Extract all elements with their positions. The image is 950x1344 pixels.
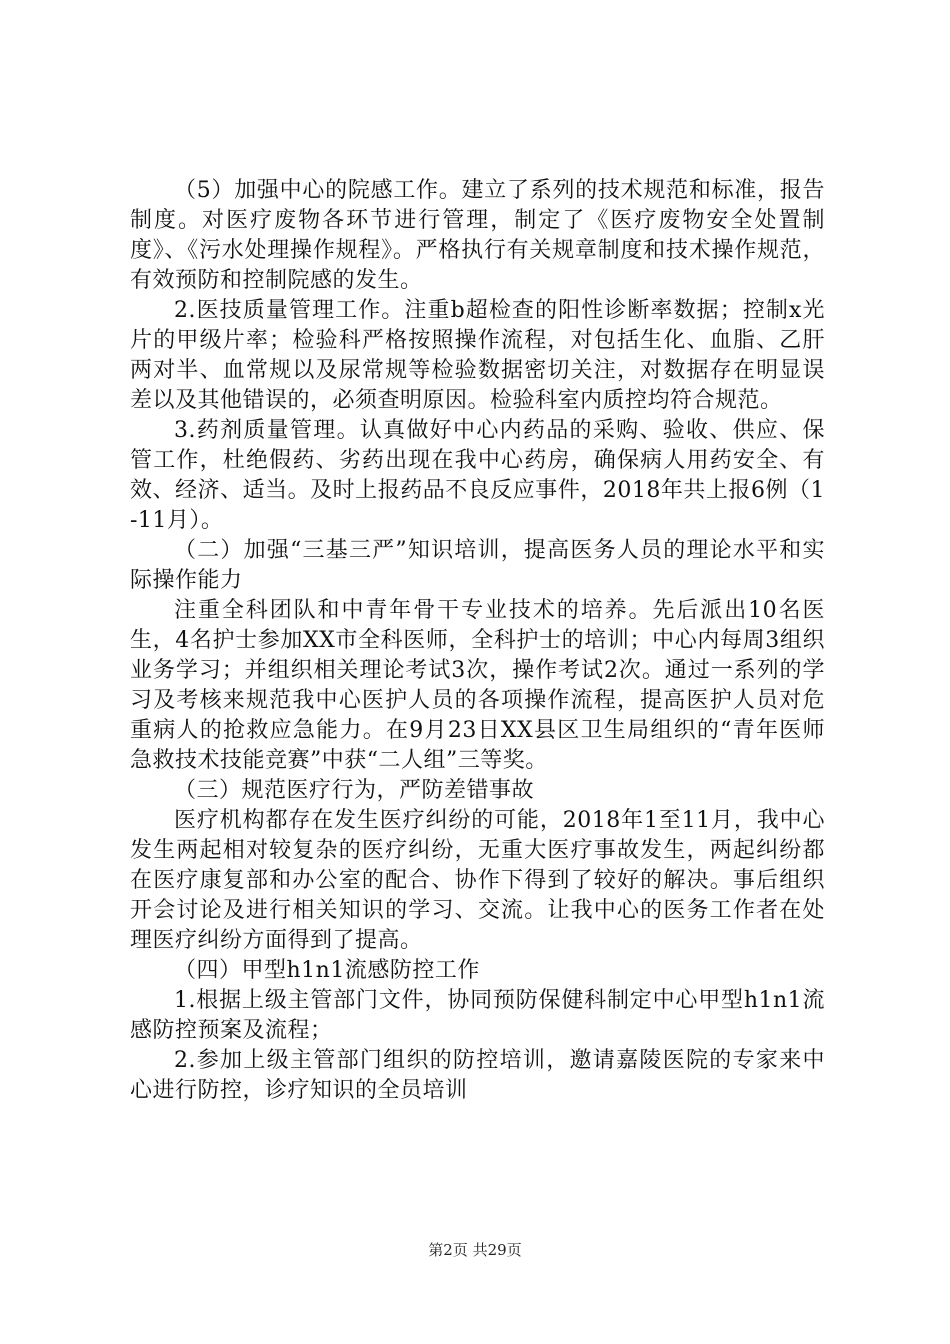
page-footer: 第2页 共29页: [428, 1241, 522, 1259]
section-heading-h1n1: （四）甲型h1n1流感防控工作: [174, 958, 480, 983]
paragraph-training: 注重全科团队和中青年骨干专业技术的培养。先后派出10名医生，4名护士参加XX市全科医师，全科护士的培训；中心内每周3组织业务学习；并组织相关理论考试3次，操作考试2次。通过一系列的学习及考核来规范我中心医护人员的各项操作流程，提高医护人员对危重病人的抢救应急能力。在9月23日XX县区卫生局组织的“青年医师急救技术技能竞赛”中获“二人组”三等奖。: [130, 598, 825, 773]
paragraph-h1n1-training: 2.参加上级主管部门组织的防控培训，邀请嘉陵医院的专家来中心进行防控，诊疗知识的全员培训: [130, 1048, 825, 1103]
paragraph-infection-control: （5）加强中心的院感工作。建立了系列的技术规范和标准，报告制度。对医疗废物各环节进行管理，制定了《医疗废物安全处置制度》、《污水处理操作规程》。严格执行有关规章制度和技术操作规范，有效预防和控制院感的发生。: [130, 178, 825, 293]
paragraph-h1n1-plan: 1.根据上级主管部门文件，协同预防保健科制定中心甲型h1n1流感防控预案及流程；: [130, 988, 825, 1043]
section-heading-medical-conduct: （三）规范医疗行为，严防差错事故: [174, 778, 535, 803]
paragraph-medical-disputes: 医疗机构都存在发生医疗纠纷的可能，2018年1至11月，我中心发生两起相对较复杂的医疗纠纷，无重大医疗事故发生，两起纠纷都在医疗康复部和办公室的配合、协作下得到了较好的解决。事后组织开会讨论及进行相关知识的学习、交流。让我中心的医务工作者在处理医疗纠纷方面得到了提高。: [130, 808, 825, 953]
document-body: [130, 176, 825, 1106]
paragraph-pharmacy-quality: 3.药剂质量管理。认真做好中心内药品的采购、验收、供应、保管工作，杜绝假药、劣药出现在我中心药房，确保病人用药安全、有效、经济、适当。及时上报药品不良反应事件，2018年共上报6例（1-11月）。: [130, 418, 825, 533]
section-heading-training: （二）加强“三基三严”知识培训，提高医务人员的理论水平和实际操作能力: [130, 538, 825, 593]
paragraph-medical-tech-quality: 2.医技质量管理工作。注重b超检查的阳性诊断率数据；控制x光片的甲级片率；检验科严格按照操作流程，对包括生化、血脂、乙肝两对半、血常规以及尿常规等检验数据密切关注，对数据存在明显误差以及其他错误的，必须查明原因。检验科室内质控均符合规范。: [130, 298, 825, 413]
